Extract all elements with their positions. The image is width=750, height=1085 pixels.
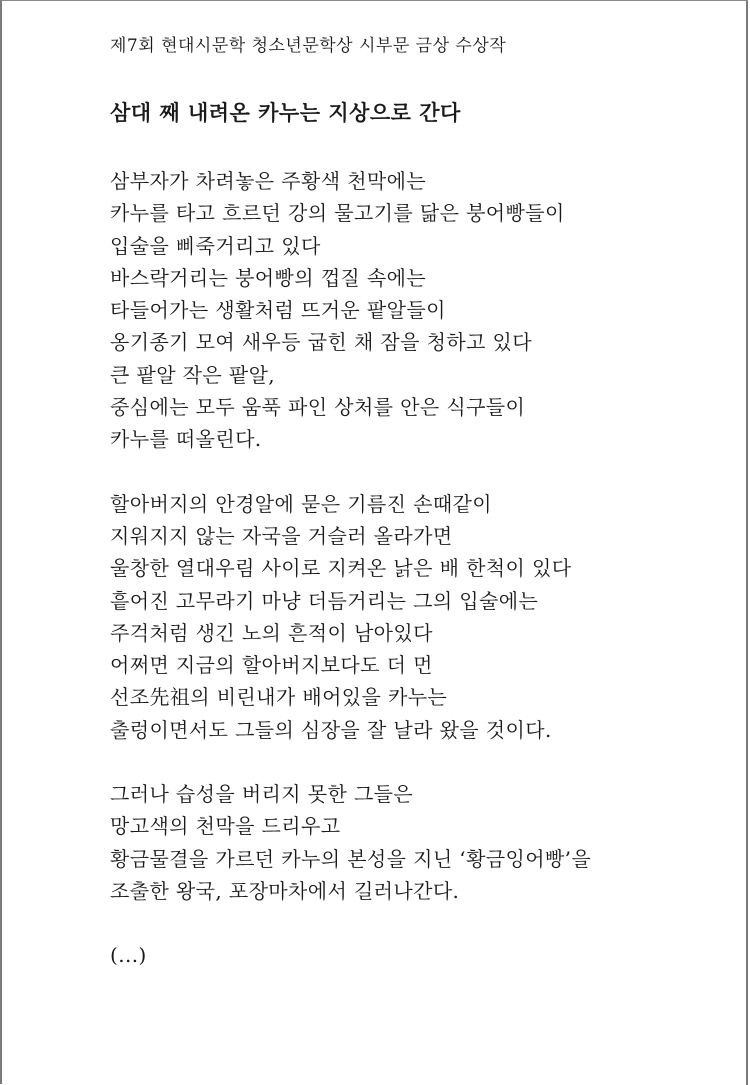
poem-line: 카누를 타고 흐르던 강의 물고기를 닮은 붕어빵들이 bbox=[110, 201, 565, 226]
poem-line: 입술을 삐죽거리고 있다 bbox=[110, 233, 321, 258]
poem-line: 삼부자가 차려놓은 주황색 천막에는 bbox=[110, 169, 427, 193]
poem-line: 출렁이면서도 그들의 심장을 잘 날라 왔을 것이다. bbox=[110, 717, 552, 742]
poem-line: 어쩌면 지금의 할아버지보다도 더 먼 bbox=[110, 653, 433, 678]
poem-line: 조출한 왕국, 포장마차에서 길러나간다. bbox=[110, 878, 460, 903]
poem-line: 선조先祖의 비린내가 배어있을 카누는 bbox=[110, 685, 448, 710]
poem-line: 바스락거리는 붕어빵의 껍질 속에는 bbox=[110, 265, 427, 290]
poem-line: 할아버지의 안경알에 묻은 기름진 손때같이 bbox=[110, 491, 492, 516]
poem-line: 흩어진 고무라기 마냥 더듬거리는 그의 입술에는 bbox=[110, 588, 539, 613]
stanza-2 bbox=[110, 488, 730, 746]
stanza-1 bbox=[110, 165, 730, 456]
award-subtitle: 제7회 현대시문학 청소년문학상 시부문 금상 수상작 bbox=[110, 36, 507, 56]
omission-ellipsis: (...) bbox=[110, 943, 147, 968]
poem-line: 울창한 열대우림 사이로 지켜온 낡은 배 한척이 있다 bbox=[110, 556, 572, 581]
poem-line: 카누를 떠올린다. bbox=[110, 427, 262, 452]
poem-line: 그러나 습성을 버리지 못한 그들은 bbox=[110, 782, 414, 807]
poem-title: 삼대 째 내려온 카누는 지상으로 간다 bbox=[110, 101, 461, 125]
poem-line: 옹기종기 모여 새우등 굽힌 채 잠을 청하고 있다 bbox=[110, 330, 532, 355]
document-content bbox=[110, 34, 730, 971]
poem-line: 주걱처럼 생긴 노의 흔적이 남아있다 bbox=[110, 620, 433, 645]
poem-body bbox=[110, 165, 730, 971]
poem-line: 타들어가는 생활처럼 뜨거운 팥알들이 bbox=[110, 298, 446, 323]
page-edge bbox=[746, 1, 748, 1085]
poem-line: 황금물결을 가르던 카누의 본성을 지닌 ‘황금잉어빵’을 bbox=[110, 846, 592, 871]
poem-line: 지워지지 않는 자국을 거슬러 올라가면 bbox=[110, 523, 453, 548]
poem-line: 큰 팥알 작은 팥알, bbox=[110, 362, 276, 387]
poem-line: 중심에는 모두 움푹 파인 상처를 안은 식구들이 bbox=[110, 395, 526, 420]
stanza-3 bbox=[110, 778, 730, 907]
poem-line: 망고색의 천막을 드리우고 bbox=[110, 814, 341, 839]
